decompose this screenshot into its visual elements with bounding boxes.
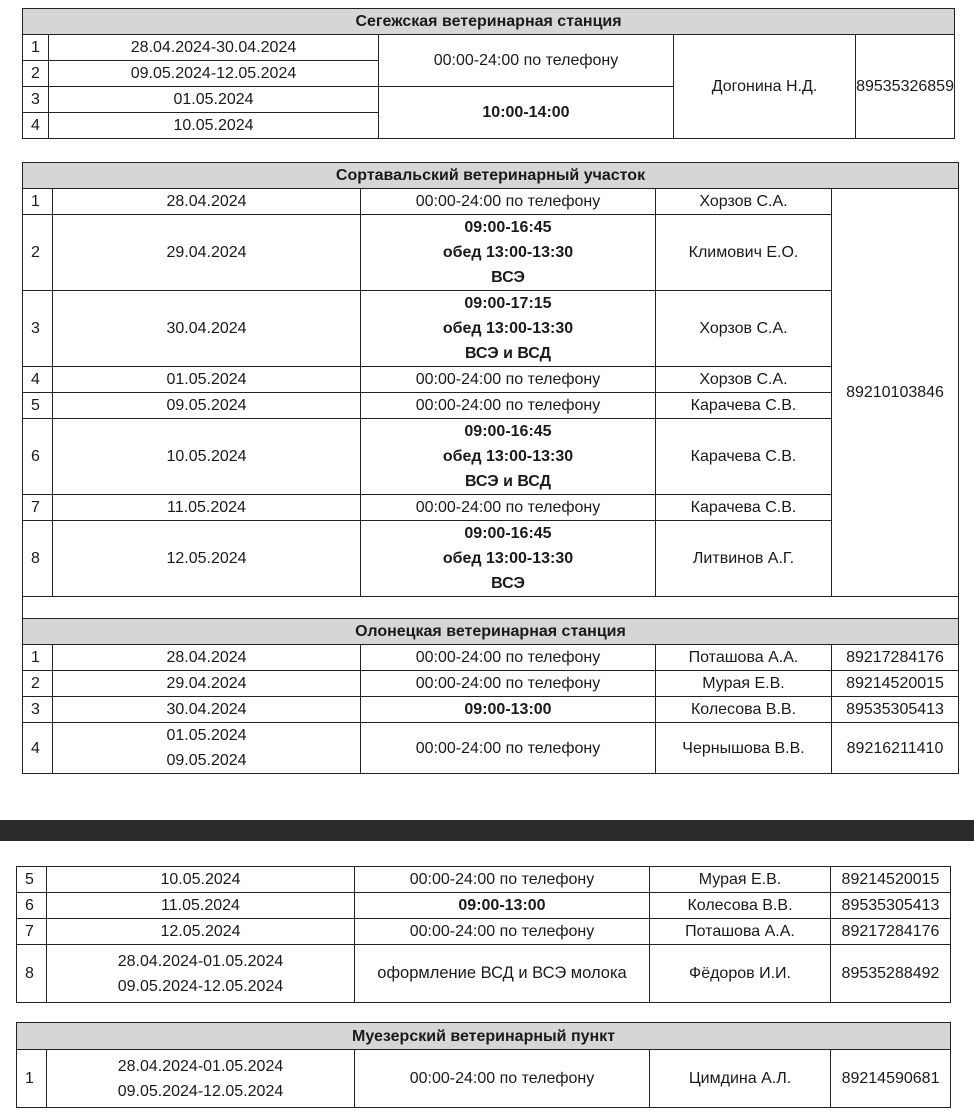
row-number: 5: [17, 867, 47, 893]
section-title: Олонецкая ветеринарная станция: [23, 619, 959, 645]
row-time: 00:00-24:00 по телефону: [361, 723, 656, 774]
row-phone: 89535305413: [831, 893, 951, 919]
row-phone: 89216211410: [832, 723, 959, 774]
row-phone: 89217284176: [831, 919, 951, 945]
row-time: оформление ВСД и ВСЭ молока: [355, 945, 650, 1003]
row-time: 00:00-24:00 по телефону: [355, 919, 650, 945]
row-time: 09:00-13:00: [355, 893, 650, 919]
time-line: 09:00-17:15: [464, 295, 552, 312]
time-line: 00:00-24:00 по телефону: [415, 499, 601, 516]
time-line: 00:00-24:00 по телефону: [415, 397, 601, 414]
row-date: 11.05.2024: [47, 893, 355, 919]
row-date: 30.04.2024: [53, 697, 361, 723]
row-person: Мурая Е.В.: [650, 867, 831, 893]
row-time: [361, 215, 656, 291]
row-number: 2: [23, 671, 53, 697]
date-line: 01.05.2024: [166, 727, 247, 744]
row-phone: 89214520015: [831, 867, 951, 893]
row-time: [361, 419, 656, 495]
time-line: 09:00-16:45: [464, 219, 552, 236]
row-phone: 89214520015: [832, 671, 959, 697]
row-person: Колесова В.В.: [656, 697, 832, 723]
row-time: 00:00-24:00 по телефону: [361, 645, 656, 671]
row-time: 00:00-24:00 по телефону: [361, 671, 656, 697]
row-date: 28.04.2024-30.04.2024: [49, 35, 379, 61]
date-line: 28.04.2024-01.05.2024: [117, 952, 284, 970]
row-date: 12.05.2024: [47, 919, 355, 945]
time-line: ВСЭ и ВСД: [464, 473, 552, 490]
row-time: 09:00-13:00: [361, 697, 656, 723]
row-date: 10.05.2024: [49, 113, 379, 139]
row-person: Карачева С.В.: [656, 419, 832, 495]
row-date: [47, 1050, 355, 1108]
section-title: Муезерский ветеринарный пункт: [17, 1023, 951, 1050]
row-number: 5: [23, 393, 53, 419]
row-person: Хорзов С.А.: [656, 291, 832, 367]
olonets-cont-table: [16, 866, 951, 1003]
row-date: 01.05.2024: [49, 87, 379, 113]
row-date: 09.05.2024-12.05.2024: [49, 61, 379, 87]
row-phone: 89217284176: [832, 645, 959, 671]
segezha-table: [22, 8, 955, 139]
row-number: 6: [23, 419, 53, 495]
muezerka-table: [16, 1022, 951, 1108]
date-line: 28.04.2024-01.05.2024: [117, 1057, 284, 1075]
row-phone: 89535288492: [831, 945, 951, 1003]
row-phone: 89535326859: [856, 35, 955, 139]
row-person: Чернышова В.В.: [656, 723, 832, 774]
time-line: обед 13:00-13:30: [442, 244, 574, 261]
row-time: 00:00-24:00 по телефону: [355, 867, 650, 893]
row-time: [361, 521, 656, 597]
row-number: 4: [23, 723, 53, 774]
row-time: [361, 189, 656, 215]
row-time: 00:00-24:00 по телефону: [379, 35, 674, 87]
time-line: ВСЭ: [491, 575, 525, 592]
row-time: 00:00-24:00 по телефону: [355, 1050, 650, 1108]
time-line: ВСЭ: [491, 269, 525, 286]
row-number: 3: [23, 87, 49, 113]
sortavala-olonets-table: [22, 162, 959, 774]
row-phone: 89210103846: [832, 189, 959, 597]
page-break-bar: [0, 820, 974, 841]
row-number: 4: [23, 367, 53, 393]
row-person: Колесова В.В.: [650, 893, 831, 919]
row-person: Поташова А.А.: [650, 919, 831, 945]
row-number: 3: [23, 291, 53, 367]
row-time: [361, 367, 656, 393]
time-line: ВСЭ и ВСД: [464, 345, 552, 362]
row-person: Климович Е.О.: [656, 215, 832, 291]
row-number: 6: [17, 893, 47, 919]
row-date: 28.04.2024: [53, 189, 361, 215]
time-line: 09:00-16:45: [464, 423, 552, 440]
row-number: 8: [17, 945, 47, 1003]
row-number: 4: [23, 113, 49, 139]
row-number: 3: [23, 697, 53, 723]
row-date: 11.05.2024: [53, 495, 361, 521]
row-number: 1: [17, 1050, 47, 1108]
row-person: Цимдина А.Л.: [650, 1050, 831, 1108]
row-number: 1: [23, 35, 49, 61]
row-date: 12.05.2024: [53, 521, 361, 597]
time-line: 00:00-24:00 по телефону: [415, 371, 601, 388]
section-title: Сегежская ветеринарная станция: [23, 9, 955, 35]
row-person: Хорзов С.А.: [656, 367, 832, 393]
row-number: 7: [17, 919, 47, 945]
row-date: 10.05.2024: [53, 419, 361, 495]
row-number: 7: [23, 495, 53, 521]
row-person: Хорзов С.А.: [656, 189, 832, 215]
date-line: 09.05.2024-12.05.2024: [117, 1082, 284, 1100]
row-date: [53, 723, 361, 774]
row-person: Карачева С.В.: [656, 393, 832, 419]
section-title: Сортавальский ветеринарный участок: [23, 163, 959, 189]
row-date: 09.05.2024: [53, 393, 361, 419]
row-date: 01.05.2024: [53, 367, 361, 393]
row-person: Догонина Н.Д.: [674, 35, 856, 139]
time-line: 00:00-24:00 по телефону: [415, 193, 601, 210]
row-number: 1: [23, 645, 53, 671]
row-number: 2: [23, 215, 53, 291]
time-line: обед 13:00-13:30: [442, 320, 574, 337]
spacer-row: [23, 597, 959, 619]
row-date: 29.04.2024: [53, 671, 361, 697]
row-number: 8: [23, 521, 53, 597]
row-date: 10.05.2024: [47, 867, 355, 893]
row-time: [361, 495, 656, 521]
row-person: Поташова А.А.: [656, 645, 832, 671]
row-person: Мурая Е.В.: [656, 671, 832, 697]
row-person: Карачева С.В.: [656, 495, 832, 521]
date-line: 09.05.2024: [166, 752, 247, 769]
row-person: Фёдоров И.И.: [650, 945, 831, 1003]
row-time: [361, 393, 656, 419]
row-time: 10:00-14:00: [379, 87, 674, 139]
row-number: 1: [23, 189, 53, 215]
row-time: [361, 291, 656, 367]
row-date: [47, 945, 355, 1003]
row-person: Литвинов А.Г.: [656, 521, 832, 597]
time-line: обед 13:00-13:30: [442, 550, 574, 567]
row-number: 2: [23, 61, 49, 87]
time-line: обед 13:00-13:30: [442, 448, 574, 465]
row-date: 29.04.2024: [53, 215, 361, 291]
time-line: 09:00-16:45: [464, 525, 552, 542]
row-phone: 89535305413: [832, 697, 959, 723]
row-date: 28.04.2024: [53, 645, 361, 671]
row-date: 30.04.2024: [53, 291, 361, 367]
row-phone: 89214590681: [831, 1050, 951, 1108]
date-line: 09.05.2024-12.05.2024: [117, 977, 284, 995]
